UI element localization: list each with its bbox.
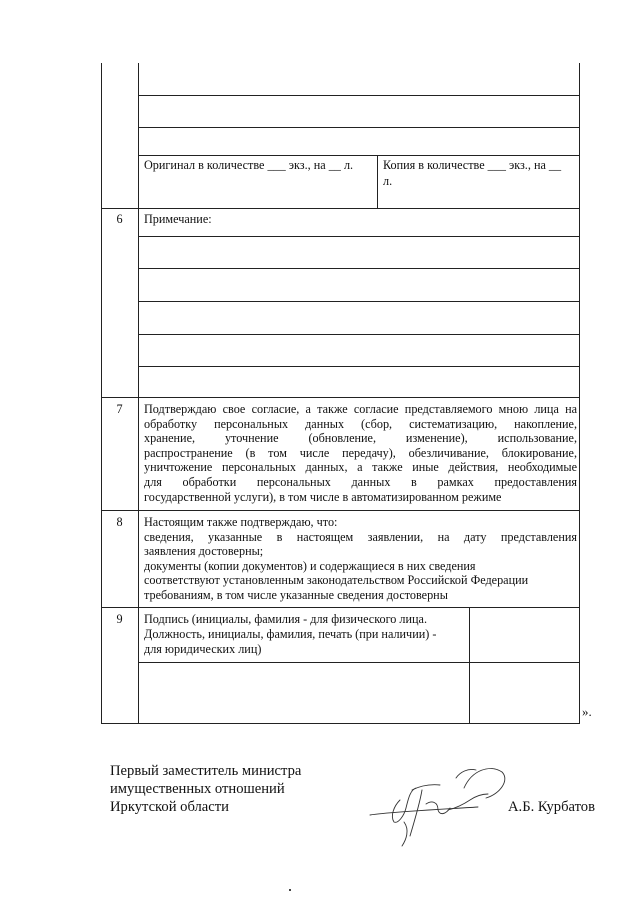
handwritten-signature: [360, 760, 510, 850]
row-line: [138, 95, 580, 96]
copy-count-text-line2: л.: [383, 174, 393, 188]
row-number-8: 8: [116, 515, 123, 529]
copies-cell-divider: [377, 155, 378, 208]
row-separator: [101, 510, 580, 511]
consent-line: обработку персональных данных (сбор, систематизацию, накопление,: [144, 416, 577, 431]
note-line: [138, 366, 580, 367]
table-border-right: [579, 63, 580, 724]
row-separator: [101, 208, 580, 209]
row-number-9: 9: [116, 612, 123, 626]
row-line: [138, 127, 580, 128]
row-separator: [101, 607, 580, 608]
consent-line: хранение, уточнение (обновление, изменение), использование,: [144, 431, 577, 446]
row-number-7: 7: [116, 402, 123, 416]
consent-line: уничтожение персональных данных, а также иные действия, необходимые: [144, 460, 577, 475]
copy-count-text-line1: Копия в количестве ___ экз., на __: [383, 158, 562, 172]
note-line: [138, 236, 580, 237]
consent-line: для обработки персональных данных в рамках предоставления: [144, 474, 577, 489]
signature-label-line: Должность, инициалы, фамилия, печать (при наличии) -: [144, 627, 437, 641]
confirmation-line: Настоящим также подтверждаю, что:: [144, 515, 338, 529]
signer-name: А.Б. Курбатов: [508, 799, 595, 815]
closing-quote: ».: [582, 704, 592, 719]
original-count-text: Оригинал в количестве ___ экз., на __ л.: [144, 158, 354, 172]
table-border-number-column: [138, 63, 139, 724]
signature-cell-divider: [469, 607, 470, 724]
consent-paragraph: [144, 402, 577, 504]
confirmation-line: сведения, указанные в настоящем заявлении, на дату представления: [144, 529, 577, 544]
row-separator: [101, 397, 580, 398]
confirmation-paragraph: [144, 515, 577, 603]
confirmation-line: заявления достоверны;: [144, 544, 264, 559]
signature-label-line: Подпись (инициалы, фамилия - для физического лица.: [144, 612, 428, 626]
consent-line: распространение (в том числе передачу), обезличивание, блокирование,: [144, 445, 577, 460]
note-label: Примечание:: [144, 212, 212, 226]
confirmation-line: соответствуют установленным законодательством Российской Федерации: [144, 573, 529, 588]
signature-label-line: для юридических лиц): [144, 642, 262, 656]
scan-speck: [289, 889, 291, 891]
signer-position-line2: имущественных отношений: [110, 781, 285, 797]
signature-line: [138, 662, 580, 663]
note-line: [138, 268, 580, 269]
confirmation-line: документы (копии документов) и содержащиеся в них сведения: [144, 558, 476, 573]
row-line: [138, 155, 580, 156]
signer-position-line1: Первый заместитель министра: [110, 763, 302, 779]
table-border-bottom: [101, 723, 580, 724]
note-line: [138, 334, 580, 335]
confirmation-line: требованиям, в том числе указанные сведения достоверны: [144, 587, 448, 602]
signer-position-line3: Иркутской области: [110, 799, 229, 815]
note-line: [138, 301, 580, 302]
consent-line: Подтверждаю свое согласие, а также согласие представляемого мною лица на: [144, 402, 577, 416]
row-number-6: 6: [116, 212, 123, 226]
consent-line: государственной услуги), в том числе в автоматизированном режиме: [144, 489, 502, 504]
